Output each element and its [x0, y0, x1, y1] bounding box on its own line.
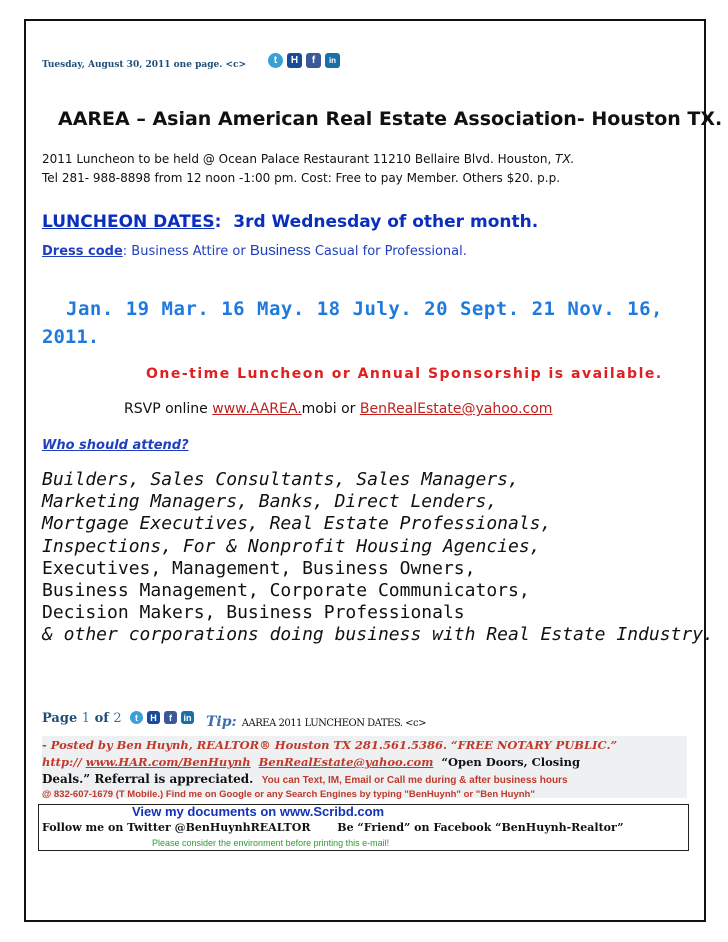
- linkedin-icon[interactable]: in: [325, 53, 340, 68]
- email-link[interactable]: BenRealEstate@yahoo.com: [258, 755, 434, 769]
- list-item: Business Management, Corporate Communicators,: [42, 580, 530, 602]
- dress-code: Dress code: Business Attire or Business Casual for Professional.: [42, 242, 467, 259]
- scribd-link[interactable]: View my documents on www.Scribd.com: [132, 804, 385, 819]
- referral-line: Deals.” Referral is appreciated. You can Text, IM, Email or Call me during & after business hours: [42, 772, 568, 786]
- twitter-icon[interactable]: t: [130, 711, 143, 724]
- list-item: Mortgage Executives, Real Estate Professionals,: [42, 513, 552, 535]
- tip-line: Tip: AAREA 2011 LUNCHEON DATES. <c>: [206, 714, 427, 730]
- list-item: Marketing Managers, Banks, Direct Lenders,: [42, 491, 498, 513]
- har-icon[interactable]: H: [147, 711, 160, 724]
- page-title: AAREA – Asian American Real Estate Association- Houston TX.: [58, 108, 723, 130]
- page-indicator: Page 1 of 2: [42, 711, 122, 726]
- rsvp-line: RSVP online www.AAREA.mobi or BenRealEstate@yahoo.com: [124, 401, 553, 417]
- aarea-link[interactable]: www.AAREA.: [212, 401, 302, 417]
- follow-line: Follow me on Twitter @BenHuynhREALTOR Be “Friend” on Facebook “BenHuynh-Realtor”: [42, 821, 624, 834]
- luncheon-location: 2011 Luncheon to be held @ Ocean Palace Restaurant 11210 Bellaire Blvd. Houston, TX.: [42, 152, 575, 166]
- phone-line: @ 832-607-1679 (T Mobile.) Find me on Google or any Search Engines by typing "BenHuynh" or "Ben Huynh": [42, 789, 535, 800]
- social-icons-footer: [130, 711, 194, 724]
- social-icons-top: [268, 53, 340, 68]
- dates-line-1: Jan. 19 Mar. 16 May. 18 July. 20 Sept. 21 Nov. 16,: [66, 298, 663, 320]
- facebook-icon[interactable]: f: [306, 53, 321, 68]
- list-item: Decision Makers, Business Professionals: [42, 602, 465, 624]
- linkedin-icon[interactable]: in: [181, 711, 194, 724]
- contact-links: http:// www.HAR.com/BenHuynh BenRealEstate@yahoo.com “Open Doors, Closing: [42, 755, 581, 769]
- twitter-icon[interactable]: t: [268, 53, 283, 68]
- luncheon-details: Tel 281- 988-8898 from 12 noon -1:00 pm. Cost: Free to pay Member. Others $20. p.p.: [42, 171, 561, 185]
- list-item: Executives, Management, Business Owners,: [42, 557, 476, 579]
- attendee-list: [42, 469, 714, 647]
- har-link[interactable]: www.HAR.com/BenHuynh: [85, 755, 251, 769]
- sponsorship-note: One-time Luncheon or Annual Sponsorship is available.: [146, 366, 663, 382]
- environment-note: Please consider the environment before printing this e-mail!: [152, 838, 390, 848]
- dates-line-2: 2011.: [42, 326, 100, 348]
- email-link[interactable]: BenRealEstate@yahoo.com: [359, 401, 553, 417]
- luncheon-dates-heading: LUNCHEON DATES: 3rd Wednesday of other month.: [42, 212, 539, 232]
- posted-by: - Posted by Ben Huynh, REALTOR® Houston TX 281.561.5386. “FREE NOTARY PUBLIC.”: [42, 738, 618, 752]
- list-item: Builders, Sales Consultants, Sales Managers,: [42, 469, 519, 490]
- list-item: Inspections, For & Nonprofit Housing Agencies,: [42, 535, 541, 557]
- date-line: Tuesday, August 30, 2011 one page. <c>: [42, 60, 247, 70]
- har-icon[interactable]: H: [287, 53, 302, 68]
- who-should-attend: Who should attend?: [42, 438, 189, 453]
- list-item: & other corporations doing business with Real Estate Industry.: [42, 624, 714, 646]
- facebook-icon[interactable]: f: [164, 711, 177, 724]
